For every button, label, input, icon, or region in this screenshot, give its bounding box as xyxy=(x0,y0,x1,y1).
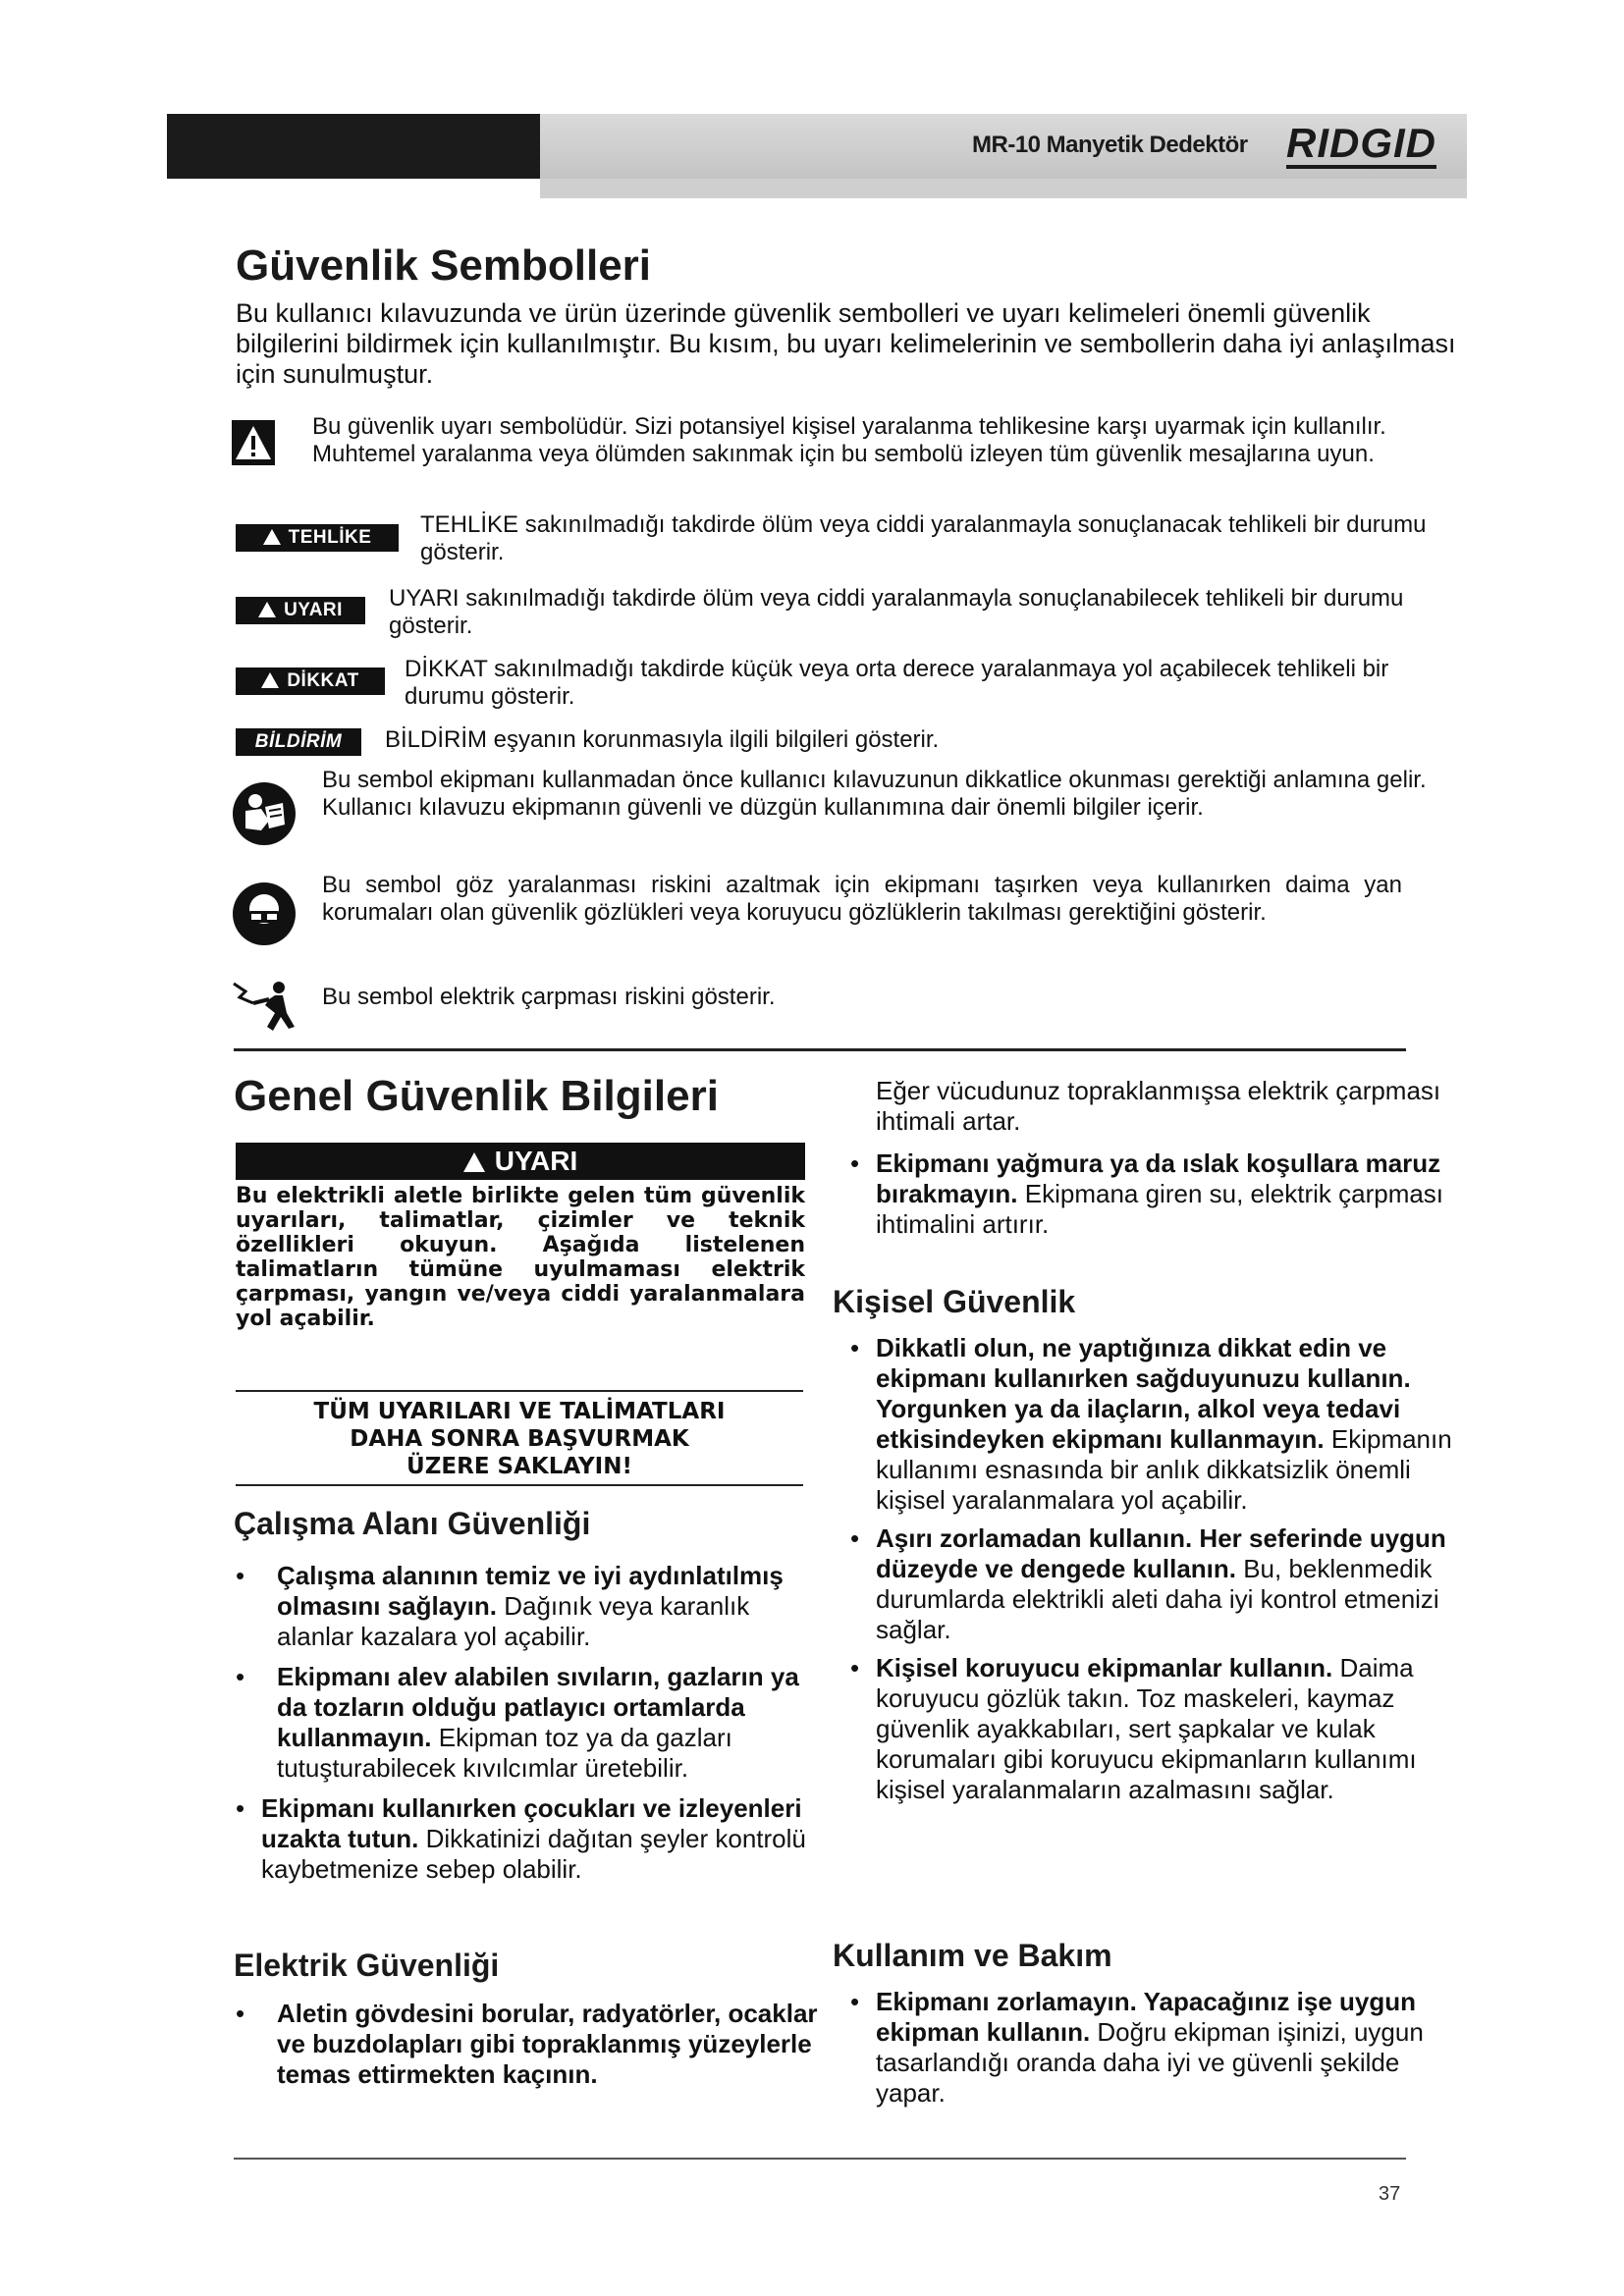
keep-line-3: ÜZERE SAKLAYIN! xyxy=(406,1454,632,1479)
caution-tag: DİKKAT xyxy=(236,667,385,695)
list-item: • Ekipmanı yağmura ya da ıslak koşullara maruz bırakmayın. Ekipmana giren su, elektrik çarpması ihtimalini artırır. xyxy=(850,1148,1444,1239)
electrical-title: Elektrik Güvenliği xyxy=(234,1948,500,1983)
section-title-safety-symbols: Güvenlik Sembolleri xyxy=(236,241,652,290)
list-item: • Ekipmanı kullanırken çocukları ve izleyenleri uzakta tutun. Dikkatinizi dağıtan şeyler kontrolü kaybetmenize sebep olabilir. xyxy=(236,1793,806,1884)
header-dark-band xyxy=(167,114,540,179)
keep-line-1: TÜM UYARILARI VE TALİMATLARI xyxy=(313,1399,726,1424)
read-manual-icon xyxy=(232,781,297,846)
personal-safety-list xyxy=(850,1333,1461,1805)
danger-text: TEHLİKE sakınılmadığı takdirde ölüm veya ciddi yaralanmayla sonuçlanacak tehlikeli bir durumu gösterir. xyxy=(420,511,1427,565)
list-item: • Kişisel koruyucu ekipmanlar kullanın. Daima koruyucu gözlük takın. Toz maskeleri, kaymaz güvenlik ayakkabıları, sert şapkalar ve kulak korumaları gibi koruyucu ekipmanların kullanımı kişisel yaralanmaların azalmasını sağlar. xyxy=(850,1653,1417,1804)
safety-alert-icon xyxy=(232,420,275,465)
warning-text: UYARI sakınılmadığı takdirde ölüm veya ciddi yaralanmayla sonuçlanabilecek tehlikeli bir durumu gösterir. xyxy=(389,585,1404,639)
use-care-list xyxy=(850,1987,1461,2109)
list-item: • Aletin gövdesini borular, radyatörler, ocaklar ve buzdolapları gibi topraklanmış yüzeylerle temas ettirmekten kaçının. xyxy=(236,1999,818,2089)
right-column xyxy=(850,1076,1465,1240)
general-warning-text: Bu elektrikli aletle birlikte gelen tüm güvenlik uyarıları, talimatlar, çizimler ve teknik özellikleri okuyun. Aşağıda listelenen talimatların tümüne uyulmaması elektrik çarpması, yangın ve/veya ciddi yaralanmalara yol açabilir. xyxy=(236,1184,805,1331)
footer-rule xyxy=(234,2158,1406,2160)
alert-symbol-text: Bu güvenlik uyarı sembolüdür. Sizi potansiyel kişisel yaralanma tehlikesine karşı uyarmak için kullanılır. Muhtemel yaralanma veya ölümden sakınmak için bu sembolü izleyen tüm güvenlik mesajlarına uyun. xyxy=(312,413,1386,467)
keep-instructions-box xyxy=(236,1398,803,1480)
section-title-general-safety: Genel Güvenlik Bilgileri xyxy=(234,1072,719,1120)
page-number: 37 xyxy=(1379,2183,1401,2205)
warning-tag: UYARI xyxy=(236,597,365,624)
eye-protection-icon xyxy=(232,881,297,946)
warning-triangle-icon xyxy=(261,672,279,688)
brand-logo: RIDGID xyxy=(1286,122,1436,169)
list-item: • Aşırı zorlamadan kullanın. Her seferinde uygun düzeyde ve dengede kullanın. Bu, beklenmedik durumlarda elektrikli aleti daha iyi kontrol etmenizi sağlar. xyxy=(850,1523,1446,1644)
electric-shock-text: Bu sembol elektrik çarpması riskini gösterir. xyxy=(322,984,776,1010)
safety-symbols-intro: Bu kullanıcı kılavuzunda ve ürün üzerinde güvenlik sembolleri ve uyarı kelimeleri önemli güvenlik bilgilerini bildirmek için kullanılmıştır. Bu kısım, bu uyarı kelimelerinin ve sembollerin daha iyi anlaşılması için sunulmuştur. xyxy=(236,298,1456,389)
keep-box-bottom-rule xyxy=(236,1484,803,1486)
warning-triangle-icon xyxy=(258,602,276,617)
list-item: • Ekipmanı zorlamayın. Yapacağınız işe uygun ekipman kullanın. Doğru ekipman işinizi, uygun tasarlandığı oranda daha iyi ve güvenli şekilde yapar. xyxy=(850,1987,1424,2108)
general-warning-bar: UYARI xyxy=(236,1143,805,1180)
section-divider xyxy=(234,1048,1406,1051)
list-item: • Ekipmanı alev alabilen sıvıların, gazların ya da tozların olduğu patlayıcı ortamlarda kullanmayın. Ekipman toz ya da gazları tutuşturabilecek kıvılcımlar üretebilir. xyxy=(236,1662,799,1783)
eye-protection-text: Bu sembol göz yaralanması riskini azaltmak için ekipmanı taşırken veya kullanırken daima yan korumaları olan güvenlik gözlükleri veya koruyucu gözlüklerin takılması gerektiğini gösterir. xyxy=(322,872,1402,926)
list-item: • Dikkatli olun, ne yaptığınıza dikkat edin ve ekipmanı kullanırken sağduyunuzu kullanın. Yorgunken ya da ilaçların, alkol veya tedavi etkisindeyken ekipmanı kullanmayın. Ekipmanın kullanımı esnasında bir anlık dikkatsizlik önemli kişisel yaralanmalara yol açabilir. xyxy=(850,1333,1452,1515)
danger-tag: TEHLİKE xyxy=(236,524,399,552)
caution-text: DİKKAT sakınılmadığı takdirde küçük veya orta derece yaralanmaya yol açabilecek tehlikeli bir durumu gösterir. xyxy=(405,656,1389,710)
read-manual-text: Bu sembol ekipmanı kullanmadan önce kullanıcı kılavuzunun dikkatlice okunması gerektiği anlamına gelir. Kullanıcı kılavuzu ekipmanın güvenli ve düzgün kullanımına dair önemli bilgiler içerir. xyxy=(322,767,1427,821)
keep-line-2: DAHA SONRA BAŞVURMAK xyxy=(350,1426,689,1452)
list-item: • Çalışma alanının temiz ve iyi aydınlatılmış olmasını sağlayın. Dağınık veya karanlık alanlar kazalara yol açabilir. xyxy=(236,1561,784,1651)
header-strip xyxy=(540,179,1467,198)
personal-safety-title: Kişisel Güvenlik xyxy=(833,1284,1076,1319)
electric-shock-icon xyxy=(230,972,300,1041)
use-care-title: Kullanım ve Bakım xyxy=(833,1938,1112,1973)
warning-triangle-icon xyxy=(463,1152,485,1172)
keep-box-top-rule xyxy=(236,1390,803,1392)
header-title: MR-10 Manyetik Dedektör xyxy=(972,132,1248,158)
electrical-list-left xyxy=(236,1999,835,2090)
work-area-list xyxy=(236,1561,825,1885)
electrical-b1-continuation: Eğer vücudunuz topraklanmışsa elektrik çarpması ihtimali artar. xyxy=(876,1076,1441,1136)
notice-text: BİLDİRİM eşyanın korunmasıyla ilgili bilgileri gösterir. xyxy=(385,726,940,753)
warning-triangle-icon xyxy=(263,529,281,545)
work-area-title: Çalışma Alanı Güvenliği xyxy=(234,1506,591,1541)
notice-tag: BİLDİRİM xyxy=(236,728,361,756)
